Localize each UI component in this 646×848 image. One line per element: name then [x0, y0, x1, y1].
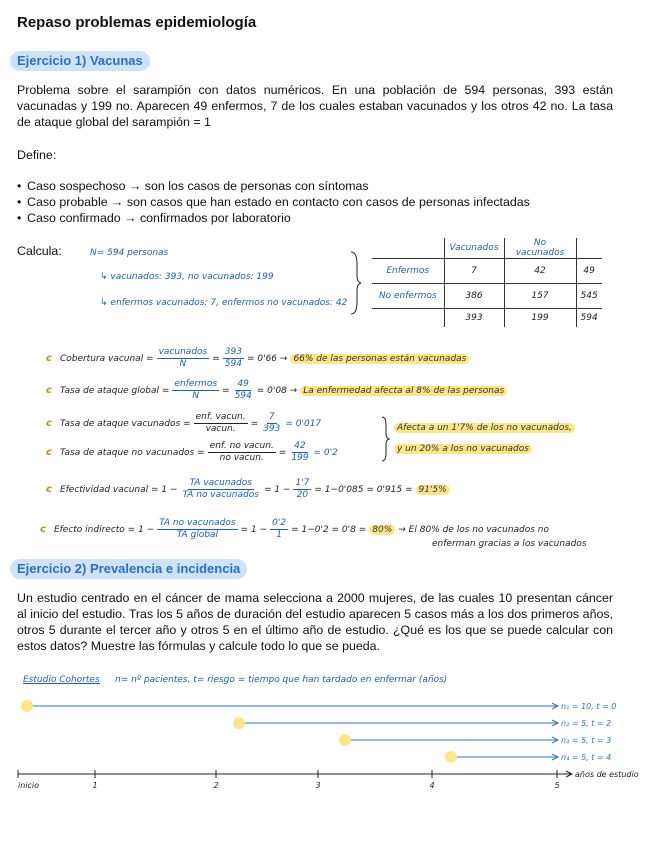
table-cell: 545	[576, 284, 602, 309]
cohort-timeline	[0, 690, 646, 800]
col-header-vacunados: Vacunados	[444, 238, 504, 259]
axis-tick-label: 5	[554, 781, 560, 790]
formula-label: Tasa de ataque no vacunados =	[59, 447, 205, 458]
note-sick: ↳ enfermos vacunados: 7, enfermos no vacunados: 42	[100, 298, 348, 308]
page-title: Repaso problemas epidemiología	[17, 14, 257, 31]
formula-note-continued: enferman gracias a los vacunados	[432, 539, 587, 549]
formula-note: → El 80% de los no vacunados no	[398, 524, 550, 535]
numerator: 42	[294, 441, 306, 451]
curly-brace	[348, 250, 362, 316]
numerator: vacunados	[158, 347, 208, 357]
bullet-item: • Caso probable → son casos que han estado en contacto con casos de personas infectadas	[17, 195, 530, 209]
formula-efecto-indirecto: c Efecto indirecto = 1 − $\frac{\text{TA no vacunados}}{\text{TA global}}$ = 1 − $\frac{0'2}{1}$ = 1−0'2 = 0'8 = 80% → El 80% de los no vacunados no	[40, 518, 550, 540]
fraction	[157, 347, 210, 370]
formula-result: = 0'2	[313, 447, 338, 458]
cohort-title: Estudio Cohortes	[23, 675, 100, 685]
numerator: 49	[237, 379, 249, 389]
bullet-text: Caso probable → son casos que han estado en contacto con casos de personas infectadas	[27, 195, 530, 209]
calcula-label: Calcula:	[17, 244, 62, 258]
denominator: 1	[276, 530, 282, 540]
cohort-line-label: n₁ = 10, t = 0	[561, 702, 617, 711]
highlight-note: 66% de las personas están vacunadas	[290, 354, 469, 364]
numerator: 1'7	[295, 478, 310, 488]
highlight-note: y un 20% a los no vacunados	[394, 444, 532, 454]
row-label-total	[372, 309, 444, 327]
cohort-definition: n= nº pacientes, t= riesgo = tiempo que han tardado en enfermar (años)	[115, 675, 448, 685]
fraction	[270, 518, 288, 541]
highlight-result: 91'5%	[416, 485, 450, 495]
numerator: enf. vacun.	[195, 412, 246, 422]
cohort-line-label: n₃ = 5, t = 3	[561, 736, 612, 745]
formula-tasa-no-vacunados: c Tasa de ataque no vacunados = $\frac{\text{enf. no vacun.}}{\text{no vacun.}}$ = $\frac{42}{199}$ = 0'2	[46, 441, 338, 463]
section-header-prevalencia: Ejercicio 2) Prevalencia e incidencia	[10, 559, 247, 579]
highlight-note: Afecta a un 1'7% de los no vacunados,	[394, 423, 575, 433]
denominator: 594	[234, 391, 252, 401]
axis-tick-label: 4	[429, 781, 435, 790]
formula-efectividad: c Efectividad vacunal = 1 − $\frac{\text{TA vacunados}}{\text{TA no vacunados}}$ = 1 − $\frac{1'7}{20}$ = 1−0'085 = 0'915 = 91'5%	[46, 478, 450, 501]
formula-result: = 0'08 →	[256, 385, 298, 396]
table-cell: 49	[576, 259, 602, 284]
formula-result: = 0'017	[285, 418, 322, 429]
numerator: TA vacunados	[189, 478, 252, 488]
cohort-start-dot	[445, 751, 457, 763]
axis-tick-label: 2	[213, 781, 219, 790]
formula-result: = 0'66 →	[246, 353, 288, 364]
axis-label: años de estudio	[575, 770, 639, 779]
define-label: Define:	[17, 148, 57, 162]
cohort-start-dot	[339, 734, 351, 746]
formula-mid: = 1 −	[263, 484, 291, 495]
fraction	[289, 441, 310, 464]
bullet-item: • Caso sospechoso → son los casos de personas con síntomas	[17, 179, 369, 193]
denominator: 20	[296, 490, 309, 500]
fraction	[261, 412, 282, 435]
denominator: TA no vacunados	[182, 490, 259, 500]
axis-tick-label: 1	[92, 781, 98, 790]
table-cell: 393	[444, 309, 504, 327]
axis-tick-label: 3	[315, 781, 321, 790]
fraction	[181, 478, 261, 501]
denominator: N	[179, 359, 187, 369]
highlight-result: 80%	[369, 525, 395, 535]
denominator: vacun.	[205, 424, 236, 434]
row-label-enfermos: Enfermos	[386, 266, 430, 276]
formula-result: = 1−0'085 = 0'915 =	[314, 484, 413, 495]
formula-label: Efectividad vacunal = 1 −	[59, 484, 178, 495]
table-cell: 7	[444, 259, 504, 284]
fraction	[208, 441, 276, 464]
note-vaccinated: ↳ vacunados: 393, no vacunados: 199	[100, 272, 274, 282]
contingency-table	[372, 238, 602, 327]
fraction	[172, 379, 219, 402]
table-cell: 42	[504, 259, 576, 284]
col-header-no-vacunados: No vacunados	[504, 238, 576, 259]
fraction	[157, 518, 237, 541]
denominator: N	[192, 391, 200, 401]
formula-cobertura: c Cobertura vacunal = $\frac{\text{vacunados}}{N}$ = $\frac{393}{594}$ = 0'66 → 66% de las personas están vacunadas	[46, 347, 469, 370]
denominator: no vacun.	[219, 453, 264, 463]
formula-mid: = 1 −	[240, 524, 268, 535]
brace-note	[394, 444, 532, 454]
bullet-item: • Caso confirmado → confirmados por laboratorio	[17, 211, 291, 225]
formula-label: Efecto indirecto = 1 −	[53, 524, 155, 535]
axis-tick-label: inicio	[18, 781, 40, 790]
formula-result: = 1−0'2 = 0'8 =	[291, 524, 367, 535]
formula-label: Tasa de ataque global =	[59, 385, 170, 396]
problem-paragraph-2: Un estudio centrado en el cáncer de mama selecciona a 2000 mujeres, de las cuales 10 presentan cáncer al inicio del estudio. Tras los 5 años de duración del estudio aparecen 5 casos más a los dos primeros años, otros 5 durante el tercer año y otros 5 en el último año de estudio. ¿Qué es los que se puede calcular con estos datos? Muestre las fórmulas y calcule todo lo que se pueda.	[17, 591, 613, 653]
table-cell: 157	[504, 284, 576, 309]
brace-note	[394, 423, 575, 433]
cohort-line-label: n₄ = 5, t = 4	[561, 753, 612, 762]
denominator: 393	[263, 424, 281, 434]
bullet-text: Caso sospechoso → son los casos de personas con síntomas	[27, 179, 369, 193]
denominator: 594	[224, 359, 242, 369]
bullet-text: Caso confirmado → confirmados por laboratorio	[27, 211, 291, 225]
denominator: TA global	[176, 530, 218, 540]
numerator: 0'2	[272, 518, 287, 528]
cohort-start-dot	[21, 700, 33, 712]
note-population: N= 594 personas	[90, 248, 169, 258]
problem-paragraph-1: Problema sobre el sarampión con datos numéricos. En una población de 594 personas, 393 están vacunadas y 199 no. Aparecen 49 enfermos, 7 de los cuales estaban vacunados y los otros 42 no. La tasa de ataque global del sarampión = 1	[17, 83, 613, 129]
numerator: 7	[268, 412, 275, 422]
numerator: enf. no vacun.	[209, 441, 274, 451]
numerator: TA no vacunados	[159, 518, 236, 528]
numerator: 393	[224, 347, 242, 357]
curly-brace	[380, 415, 390, 463]
fraction	[233, 379, 254, 402]
cohort-line-label: n₂ = 5, t = 2	[561, 719, 612, 728]
denominator: 199	[291, 453, 309, 463]
table-cell: 594	[576, 309, 602, 327]
highlight-note: La enfermedad afecta al 8% de las personas	[300, 386, 507, 396]
cohort-start-dot	[233, 717, 245, 729]
fraction	[194, 412, 248, 435]
numerator: enfermos	[174, 379, 218, 389]
fraction	[293, 478, 311, 501]
row-label-no-enfermos: No enfermos	[378, 291, 437, 301]
formula-label: Cobertura vacunal =	[59, 353, 154, 364]
table-cell: 386	[444, 284, 504, 309]
formula-tasa-global: c Tasa de ataque global = $\frac{\text{enfermos}}{N}$ = $\frac{49}{594}$ = 0'08 → La enfermedad afecta al 8% de las personas	[46, 379, 507, 402]
formula-label: Tasa de ataque vacunados =	[59, 418, 191, 429]
fraction	[223, 347, 244, 370]
table-cell: 199	[504, 309, 576, 327]
formula-tasa-vacunados: c Tasa de ataque vacunados = $\frac{\text{enf. vacun.}}{\text{vacun.}}$ = $\frac{7}{393}$ = 0'017	[46, 412, 322, 434]
section-header-vacunas: Ejercicio 1) Vacunas	[10, 51, 150, 71]
